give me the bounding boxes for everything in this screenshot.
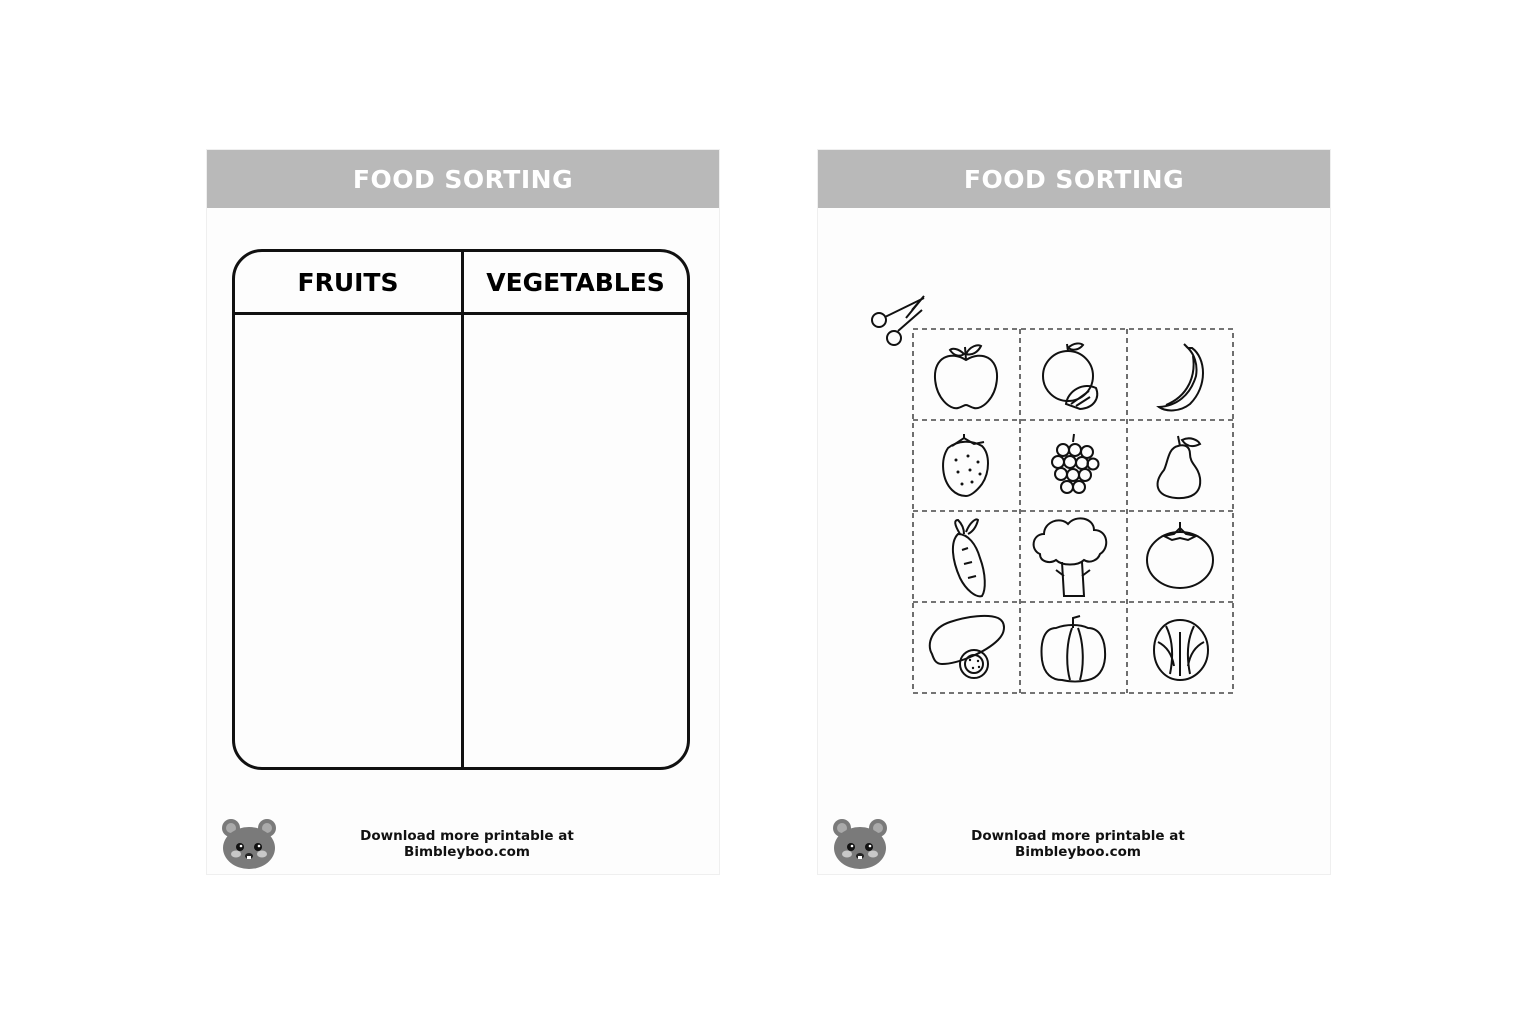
column-header-vegetables: VEGETABLES [486, 267, 665, 297]
bear-mascot-icon [830, 818, 890, 870]
banana-icon [1159, 344, 1203, 410]
bell-pepper-icon [1042, 616, 1106, 682]
broccoli-icon [1034, 518, 1107, 596]
sorting-table [232, 249, 690, 770]
footer-line-2: Bimbleyboo.com [404, 844, 530, 860]
footer-line-1: Download more printable at [971, 828, 1185, 844]
cutout-cards-area [818, 150, 1330, 874]
table-column-divider [461, 252, 464, 767]
cucumber-icon [930, 616, 1004, 678]
carrot-icon [953, 520, 985, 597]
column-header-fruits: FRUITS [297, 267, 399, 297]
card-grid-dashed [913, 329, 1233, 693]
scissors-icon [872, 296, 924, 345]
page-title: FOOD SORTING [352, 164, 574, 194]
strawberry-icon [943, 434, 988, 496]
pear-icon [1158, 436, 1201, 498]
tomato-icon [1147, 522, 1213, 588]
apple-icon [935, 345, 997, 408]
worksheet-page-cutout-cards [818, 150, 1330, 874]
page-title: FOOD SORTING [963, 164, 1185, 194]
footer-text [337, 828, 597, 860]
orange-icon [1043, 343, 1097, 409]
footer-text [948, 828, 1208, 860]
footer-line-1: Download more printable at [360, 828, 574, 844]
worksheet-page-sorting-chart [207, 150, 719, 874]
footer-line-2: Bimbleyboo.com [1015, 844, 1141, 860]
cabbage-icon [1154, 620, 1208, 680]
bear-mascot-icon [219, 818, 279, 870]
header-band [207, 150, 719, 208]
grapes-icon [1052, 434, 1099, 493]
